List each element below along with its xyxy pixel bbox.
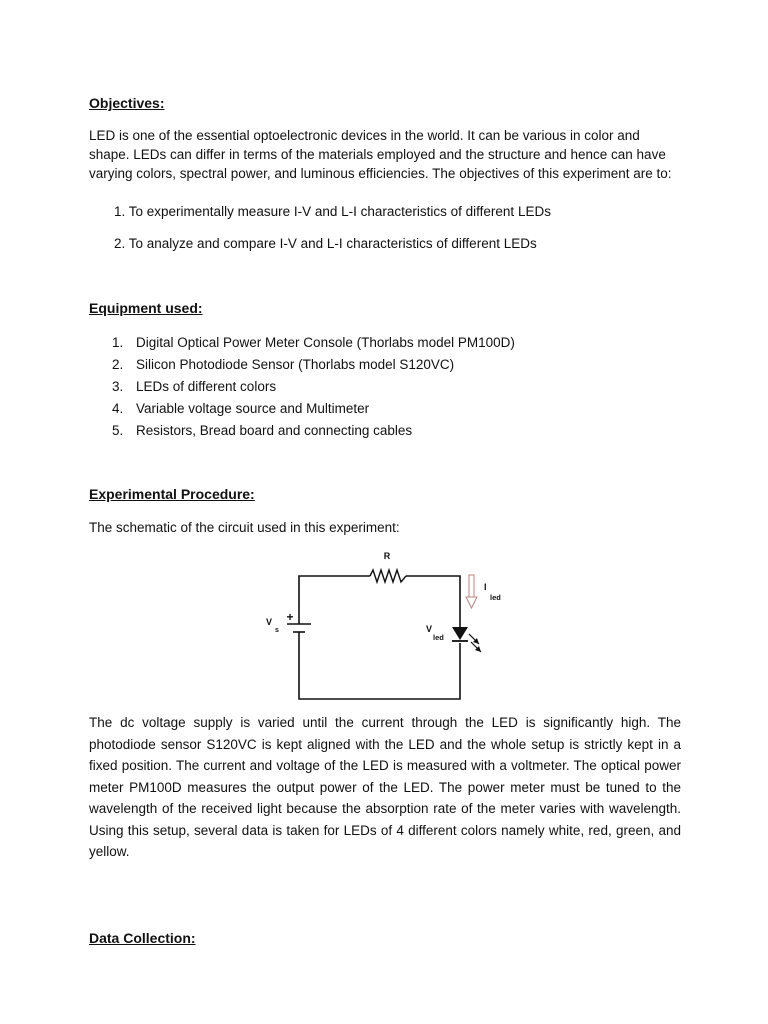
list-item-number: 1.	[112, 334, 124, 350]
plus-sign: +	[286, 610, 294, 624]
procedure-intro: The schematic of the circuit used in this experiment:	[89, 520, 400, 535]
list-item-number: 4.	[112, 400, 124, 416]
list-item-number: 2.	[112, 356, 124, 372]
wire-bottom	[299, 638, 460, 699]
procedure-paragraph: The dc voltage supply is varied until the current through the LED is significantly high. The photodiode sensor S120VC is kept aligned with the LED and the whole setup is strictly kept in a fixed position. The current and voltage of the LED is measured with a voltmeter. The optical power meter PM100D measures the output power of the LED. The power meter must be tuned to the wavelength of the received light because the absorption rate of the meter varies with wavelength. Using this setup, several data is taken for LEDs of 4 different colors namely white, red, green, and yellow.	[89, 715, 681, 859]
circuit-schematic	[258, 546, 518, 706]
list-item	[112, 419, 515, 441]
list-item-text: Silicon Photodiode Sensor (Thorlabs model S120VC)	[136, 356, 455, 372]
list-item	[112, 331, 515, 353]
objective-item-1: 1. To experimentally measure I-V and L-I characteristics of different LEDs	[114, 204, 551, 219]
resistor-label: R	[383, 551, 391, 561]
wire-top-left	[299, 576, 370, 611]
current-arrow-shaft	[469, 575, 474, 597]
led-voltage-label: V	[426, 624, 433, 634]
objective-item-2: 2. To analyze and compare I-V and L-I characteristics of different LEDs	[114, 236, 537, 251]
objectives-paragraph: LED is one of the essential optoelectronic devices in the world. It can be various in color and shape. LEDs can differ in terms of the materials employed and the structure and hence can have varying colors, spectral power, and luminous efficiencies. The objectives of this experiment are to:	[89, 128, 672, 181]
led-voltage-subscript: led	[433, 633, 444, 642]
equipment-heading: Equipment used:	[89, 300, 203, 316]
source-label: V	[266, 617, 273, 627]
list-item-text: Digital Optical Power Meter Console (Thorlabs model PM100D)	[136, 334, 515, 350]
led-diode-symbol	[452, 627, 468, 640]
list-item-text: Resistors, Bread board and connecting cables	[136, 422, 413, 438]
equipment-list	[112, 331, 515, 441]
current-label: I	[484, 582, 487, 592]
list-item-number: 5.	[112, 422, 124, 438]
current-arrow-head	[466, 597, 477, 608]
source-subscript: s	[275, 627, 279, 634]
wire-top-right	[406, 576, 460, 627]
list-item	[112, 353, 515, 375]
resistor-symbol	[370, 570, 406, 582]
list-item-text: LEDs of different colors	[136, 378, 277, 394]
procedure-heading: Experimental Procedure:	[89, 486, 255, 502]
current-subscript: led	[490, 593, 501, 602]
data-collection-heading: Data Collection:	[89, 930, 196, 946]
list-item	[112, 397, 515, 419]
list-item-text: Variable voltage source and Multimeter	[136, 400, 370, 416]
list-item	[112, 375, 515, 397]
list-item-number: 3.	[112, 378, 124, 394]
objectives-heading: Objectives:	[89, 95, 165, 111]
